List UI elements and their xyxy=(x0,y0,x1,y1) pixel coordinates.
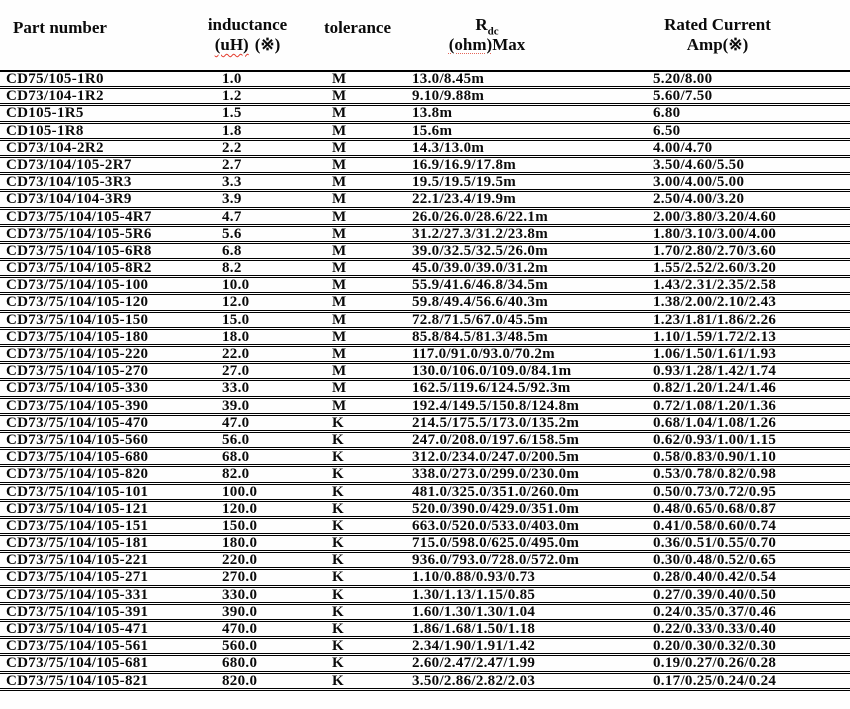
cell-rdc: 3.50/2.86/2.82/2.03 xyxy=(412,672,536,689)
cell-rdc: 1.60/1.30/1.30/1.04 xyxy=(412,603,536,620)
cell-tolerance: M xyxy=(332,363,347,380)
cell-part-number: CD73/75/104/105-680 xyxy=(6,449,149,466)
cell-rated-current: 0.30/0.48/0.52/0.65 xyxy=(653,552,777,569)
table-row xyxy=(0,210,850,227)
cell-rdc: 2.34/1.90/1.91/1.42 xyxy=(412,638,536,655)
cell-rated-current: 0.27/0.39/0.40/0.50 xyxy=(653,586,777,603)
cell-inductance: 680.0 xyxy=(222,655,258,672)
cell-tolerance: K xyxy=(332,414,344,431)
cell-part-number: CD73/104-2R2 xyxy=(6,139,104,156)
cell-part-number: CD73/75/104/105-820 xyxy=(6,466,149,483)
cell-rated-current: 0.62/0.93/1.00/1.15 xyxy=(653,431,777,448)
cell-rated-current: 1.80/3.10/3.00/4.00 xyxy=(653,225,777,242)
cell-inductance: 100.0 xyxy=(222,483,258,500)
cell-tolerance: M xyxy=(332,156,347,173)
cell-tolerance: K xyxy=(332,466,344,483)
cell-rated-current: 2.50/4.00/3.20 xyxy=(653,191,745,208)
cell-inductance: 15.0 xyxy=(222,311,250,328)
cell-inductance: 2.2 xyxy=(222,139,242,156)
cell-part-number: CD73/75/104/105-821 xyxy=(6,672,149,689)
cell-part-number: CD73/75/104/105-681 xyxy=(6,655,149,672)
cell-part-number: CD73/75/104/105-390 xyxy=(6,397,149,414)
cell-tolerance: K xyxy=(332,449,344,466)
cell-tolerance: M xyxy=(332,346,347,362)
cell-rdc: 19.5/19.5/19.5m xyxy=(412,174,517,191)
cell-rdc: 338.0/273.0/299.0/230.0m xyxy=(412,466,580,483)
table-row xyxy=(0,295,850,312)
cell-inductance: 68.0 xyxy=(222,449,250,466)
cell-part-number: CD73/104-1R2 xyxy=(6,88,104,105)
cell-rdc: 1.10/0.88/0.93/0.73 xyxy=(412,569,536,586)
cell-rdc: 72.8/71.5/67.0/45.5m xyxy=(412,311,548,328)
cell-inductance: 1.0 xyxy=(222,71,242,87)
cell-part-number: CD73/75/104/105-101 xyxy=(6,483,149,500)
cell-rated-current: 1.10/1.59/1.72/2.13 xyxy=(653,328,777,345)
cell-rdc: 192.4/149.5/150.8/124.8m xyxy=(412,397,580,414)
cell-rdc: 59.8/49.4/56.6/40.3m xyxy=(412,294,548,311)
cell-rdc: 14.3/13.0m xyxy=(412,139,485,156)
cell-inductance: 47.0 xyxy=(222,414,250,431)
cell-inductance: 39.0 xyxy=(222,397,250,414)
table-row xyxy=(0,450,850,467)
cell-tolerance: K xyxy=(332,655,344,672)
cell-tolerance: M xyxy=(332,277,347,294)
table-row xyxy=(0,656,850,673)
cell-part-number: CD73/75/104/105-391 xyxy=(6,603,149,620)
cell-rdc: 715.0/598.0/625.0/495.0m xyxy=(412,535,580,552)
cell-inductance: 150.0 xyxy=(222,517,258,534)
table-header xyxy=(0,0,850,70)
cell-inductance: 6.8 xyxy=(222,242,242,259)
cell-tolerance: K xyxy=(332,431,344,448)
cell-part-number: CD73/75/104/105-150 xyxy=(6,311,149,328)
cell-tolerance: M xyxy=(332,208,347,225)
cell-tolerance: M xyxy=(332,260,347,277)
table-row xyxy=(0,330,850,347)
cell-tolerance: K xyxy=(332,500,344,517)
cell-rated-current: 0.58/0.83/0.90/1.10 xyxy=(653,449,777,466)
table-row xyxy=(0,433,850,450)
header-rdc-max: Max xyxy=(492,35,526,54)
cell-inductance: 820.0 xyxy=(222,672,258,689)
cell-inductance: 1.5 xyxy=(222,105,242,122)
cell-inductance: 18.0 xyxy=(222,328,250,345)
table-row xyxy=(0,313,850,330)
cell-tolerance: M xyxy=(332,71,347,87)
cell-part-number: CD73/75/104/105-471 xyxy=(6,621,149,637)
cell-part-number: CD73/75/104/105-181 xyxy=(6,535,149,552)
cell-rated-current: 0.93/1.28/1.42/1.74 xyxy=(653,363,777,380)
header-rated-current xyxy=(630,15,805,55)
cell-tolerance: K xyxy=(332,535,344,552)
cell-tolerance: M xyxy=(332,397,347,414)
cell-inductance: 220.0 xyxy=(222,552,258,569)
cell-part-number: CD73/104/105-2R7 xyxy=(6,156,132,173)
cell-rated-current: 0.36/0.51/0.55/0.70 xyxy=(653,535,777,552)
cell-rated-current: 6.50 xyxy=(653,122,681,139)
cell-inductance: 56.0 xyxy=(222,431,250,448)
cell-rdc: 1.30/1.13/1.15/0.85 xyxy=(412,586,536,603)
cell-inductance: 4.7 xyxy=(222,208,242,225)
table-row xyxy=(0,158,850,175)
cell-inductance: 330.0 xyxy=(222,586,258,603)
cell-rated-current: 0.53/0.78/0.82/0.98 xyxy=(653,466,777,483)
cell-part-number: CD75/105-1R0 xyxy=(6,71,104,87)
table-row xyxy=(0,141,850,158)
cell-rated-current: 0.24/0.35/0.37/0.46 xyxy=(653,603,777,620)
cell-rdc: 85.8/84.5/81.3/48.5m xyxy=(412,328,548,345)
header-inductance-refmark: (※) xyxy=(254,35,281,54)
header-part-number-label: Part number xyxy=(13,18,107,37)
cell-rdc: 26.0/26.0/28.6/22.1m xyxy=(412,208,548,225)
cell-rdc: 55.9/41.6/46.8/34.5m xyxy=(412,277,548,294)
cell-rated-current: 1.43/2.31/2.35/2.58 xyxy=(653,277,777,294)
table-row xyxy=(0,278,850,295)
cell-part-number: CD105-1R5 xyxy=(6,105,84,122)
table-row xyxy=(0,227,850,244)
cell-inductance: 470.0 xyxy=(222,621,258,637)
cell-rated-current: 2.00/3.80/3.20/4.60 xyxy=(653,208,777,225)
cell-inductance: 82.0 xyxy=(222,466,250,483)
header-rdc-symbol: R xyxy=(475,15,488,34)
cell-tolerance: K xyxy=(332,672,344,689)
table-row xyxy=(0,639,850,656)
cell-part-number: CD73/75/104/105-6R8 xyxy=(6,242,152,259)
cell-part-number: CD73/75/104/105-271 xyxy=(6,569,149,586)
table-row xyxy=(0,467,850,484)
cell-rdc: 130.0/106.0/109.0/84.1m xyxy=(412,363,572,380)
cell-rdc: 663.0/520.0/533.0/403.0m xyxy=(412,517,580,534)
cell-tolerance: K xyxy=(332,483,344,500)
cell-part-number: CD73/75/104/105-4R7 xyxy=(6,208,152,225)
header-rated-current-unit: Amp(※) xyxy=(686,35,749,54)
cell-tolerance: K xyxy=(332,569,344,586)
cell-tolerance: M xyxy=(332,191,347,208)
cell-part-number: CD73/75/104/105-270 xyxy=(6,363,149,380)
table-row xyxy=(0,381,850,398)
table-row xyxy=(0,175,850,192)
cell-tolerance: K xyxy=(332,621,344,637)
cell-inductance: 5.6 xyxy=(222,225,242,242)
table-row xyxy=(0,605,850,622)
table-row xyxy=(0,261,850,278)
cell-inductance: 22.0 xyxy=(222,346,250,362)
cell-rdc: 45.0/39.0/39.0/31.2m xyxy=(412,260,548,277)
cell-rated-current: 6.80 xyxy=(653,105,681,122)
table-row xyxy=(0,519,850,536)
cell-part-number: CD73/75/104/105-561 xyxy=(6,638,149,655)
cell-tolerance: K xyxy=(332,517,344,534)
cell-rated-current: 3.00/4.00/5.00 xyxy=(653,174,745,191)
cell-rdc: 16.9/16.9/17.8m xyxy=(412,156,517,173)
cell-rated-current: 4.00/4.70 xyxy=(653,139,713,156)
cell-rdc: 520.0/390.0/429.0/351.0m xyxy=(412,500,580,517)
cell-inductance: 270.0 xyxy=(222,569,258,586)
cell-rdc: 1.86/1.68/1.50/1.18 xyxy=(412,621,536,637)
table-row xyxy=(0,347,850,364)
table-row xyxy=(0,536,850,553)
cell-rated-current: 5.20/8.00 xyxy=(653,71,713,87)
cell-rated-current: 0.68/1.04/1.08/1.26 xyxy=(653,414,777,431)
cell-rdc: 22.1/23.4/19.9m xyxy=(412,191,517,208)
cell-part-number: CD73/75/104/105-8R2 xyxy=(6,260,152,277)
table-row xyxy=(0,244,850,261)
cell-tolerance: M xyxy=(332,88,347,105)
cell-inductance: 3.3 xyxy=(222,174,242,191)
cell-tolerance: M xyxy=(332,242,347,259)
table-row xyxy=(0,106,850,123)
cell-part-number: CD73/75/104/105-120 xyxy=(6,294,149,311)
cell-part-number: CD73/75/104/105-151 xyxy=(6,517,149,534)
cell-rated-current: 0.22/0.33/0.33/0.40 xyxy=(653,621,777,637)
header-inductance-unit: (uH) xyxy=(214,35,249,54)
cell-rdc: 117.0/91.0/93.0/70.2m xyxy=(412,346,555,362)
header-tolerance xyxy=(290,18,425,38)
table-row xyxy=(0,553,850,570)
table-row xyxy=(0,485,850,502)
cell-part-number: CD73/104/104-3R9 xyxy=(6,191,132,208)
cell-tolerance: K xyxy=(332,552,344,569)
cell-part-number: CD105-1R8 xyxy=(6,122,84,139)
cell-rated-current: 0.50/0.73/0.72/0.95 xyxy=(653,483,777,500)
cell-tolerance: M xyxy=(332,311,347,328)
cell-rated-current: 1.38/2.00/2.10/2.43 xyxy=(653,294,777,311)
cell-part-number: CD73/75/104/105-470 xyxy=(6,414,149,431)
cell-part-number: CD73/75/104/105-331 xyxy=(6,586,149,603)
table-row xyxy=(0,674,850,691)
table-row xyxy=(0,588,850,605)
cell-part-number: CD73/75/104/105-560 xyxy=(6,431,149,448)
cell-rated-current: 0.28/0.40/0.42/0.54 xyxy=(653,569,777,586)
cell-rdc: 31.2/27.3/31.2/23.8m xyxy=(412,225,548,242)
cell-rdc: 15.6m xyxy=(412,122,453,139)
cell-rated-current: 1.23/1.81/1.86/2.26 xyxy=(653,311,777,328)
cell-inductance: 27.0 xyxy=(222,363,250,380)
cell-rdc: 162.5/119.6/124.5/92.3m xyxy=(412,380,571,397)
cell-rdc: 214.5/175.5/173.0/135.2m xyxy=(412,414,580,431)
cell-part-number: CD73/75/104/105-180 xyxy=(6,328,149,345)
cell-rdc: 9.10/9.88m xyxy=(412,88,485,105)
cell-tolerance: M xyxy=(332,174,347,191)
header-rated-current-label: Rated Current xyxy=(664,15,771,34)
cell-rated-current: 0.82/1.20/1.24/1.46 xyxy=(653,380,777,397)
cell-inductance: 180.0 xyxy=(222,535,258,552)
cell-rated-current: 3.50/4.60/5.50 xyxy=(653,156,745,173)
cell-part-number: CD73/75/104/105-220 xyxy=(6,346,149,362)
cell-rated-current: 0.41/0.58/0.60/0.74 xyxy=(653,517,777,534)
cell-rdc: 13.0/8.45m xyxy=(412,71,485,87)
table-row xyxy=(0,89,850,106)
cell-part-number: CD73/75/104/105-121 xyxy=(6,500,149,517)
cell-part-number: CD73/75/104/105-100 xyxy=(6,277,149,294)
table-row xyxy=(0,502,850,519)
cell-inductance: 10.0 xyxy=(222,277,250,294)
cell-inductance: 2.7 xyxy=(222,156,242,173)
header-part-number xyxy=(13,18,107,38)
cell-inductance: 120.0 xyxy=(222,500,258,517)
cell-tolerance: M xyxy=(332,139,347,156)
cell-rated-current: 0.72/1.08/1.20/1.36 xyxy=(653,397,777,414)
cell-inductance: 12.0 xyxy=(222,294,250,311)
header-rdc-unit: (ohm) xyxy=(448,35,493,54)
cell-rdc: 39.0/32.5/32.5/26.0m xyxy=(412,242,548,259)
cell-tolerance: M xyxy=(332,122,347,139)
cell-rated-current: 0.48/0.65/0.68/0.87 xyxy=(653,500,777,517)
cell-rdc: 13.8m xyxy=(412,105,453,122)
cell-rdc: 481.0/325.0/351.0/260.0m xyxy=(412,483,580,500)
cell-rated-current: 1.55/2.52/2.60/3.20 xyxy=(653,260,777,277)
cell-rated-current: 0.19/0.27/0.26/0.28 xyxy=(653,655,777,672)
cell-part-number: CD73/75/104/105-221 xyxy=(6,552,149,569)
cell-inductance: 3.9 xyxy=(222,191,242,208)
header-rdc-subscript: dc xyxy=(487,25,499,38)
table-body xyxy=(0,70,850,691)
cell-tolerance: K xyxy=(332,603,344,620)
table-row xyxy=(0,192,850,209)
cell-inductance: 1.8 xyxy=(222,122,242,139)
cell-rated-current: 0.20/0.30/0.32/0.30 xyxy=(653,638,777,655)
header-tolerance-label: tolerance xyxy=(323,18,392,37)
cell-inductance: 1.2 xyxy=(222,88,242,105)
cell-rdc: 2.60/2.47/2.47/1.99 xyxy=(412,655,536,672)
table-row xyxy=(0,622,850,639)
cell-rated-current: 5.60/7.50 xyxy=(653,88,713,105)
cell-tolerance: M xyxy=(332,105,347,122)
cell-tolerance: K xyxy=(332,586,344,603)
table-row xyxy=(0,570,850,587)
header-inductance-label: inductance xyxy=(207,15,288,34)
cell-inductance: 390.0 xyxy=(222,603,258,620)
cell-part-number: CD73/75/104/105-330 xyxy=(6,380,149,397)
cell-rdc: 312.0/234.0/247.0/200.5m xyxy=(412,449,580,466)
cell-part-number: CD73/75/104/105-5R6 xyxy=(6,225,152,242)
cell-tolerance: M xyxy=(332,294,347,311)
cell-tolerance: K xyxy=(332,638,344,655)
cell-part-number: CD73/104/105-3R3 xyxy=(6,174,132,191)
cell-rated-current: 1.06/1.50/1.61/1.93 xyxy=(653,346,777,362)
cell-inductance: 33.0 xyxy=(222,380,250,397)
cell-inductance: 8.2 xyxy=(222,260,242,277)
table-row xyxy=(0,416,850,433)
cell-rated-current: 1.70/2.80/2.70/3.60 xyxy=(653,242,777,259)
header-rdc xyxy=(412,15,562,55)
cell-rdc: 247.0/208.0/197.6/158.5m xyxy=(412,431,580,448)
table-row xyxy=(0,399,850,416)
cell-rdc: 936.0/793.0/728.0/572.0m xyxy=(412,552,580,569)
table-row xyxy=(0,124,850,141)
cell-tolerance: M xyxy=(332,380,347,397)
cell-inductance: 560.0 xyxy=(222,638,258,655)
table-row xyxy=(0,364,850,381)
cell-rated-current: 0.17/0.25/0.24/0.24 xyxy=(653,672,777,689)
cell-tolerance: M xyxy=(332,225,347,242)
cell-tolerance: M xyxy=(332,328,347,345)
table-row xyxy=(0,72,850,89)
